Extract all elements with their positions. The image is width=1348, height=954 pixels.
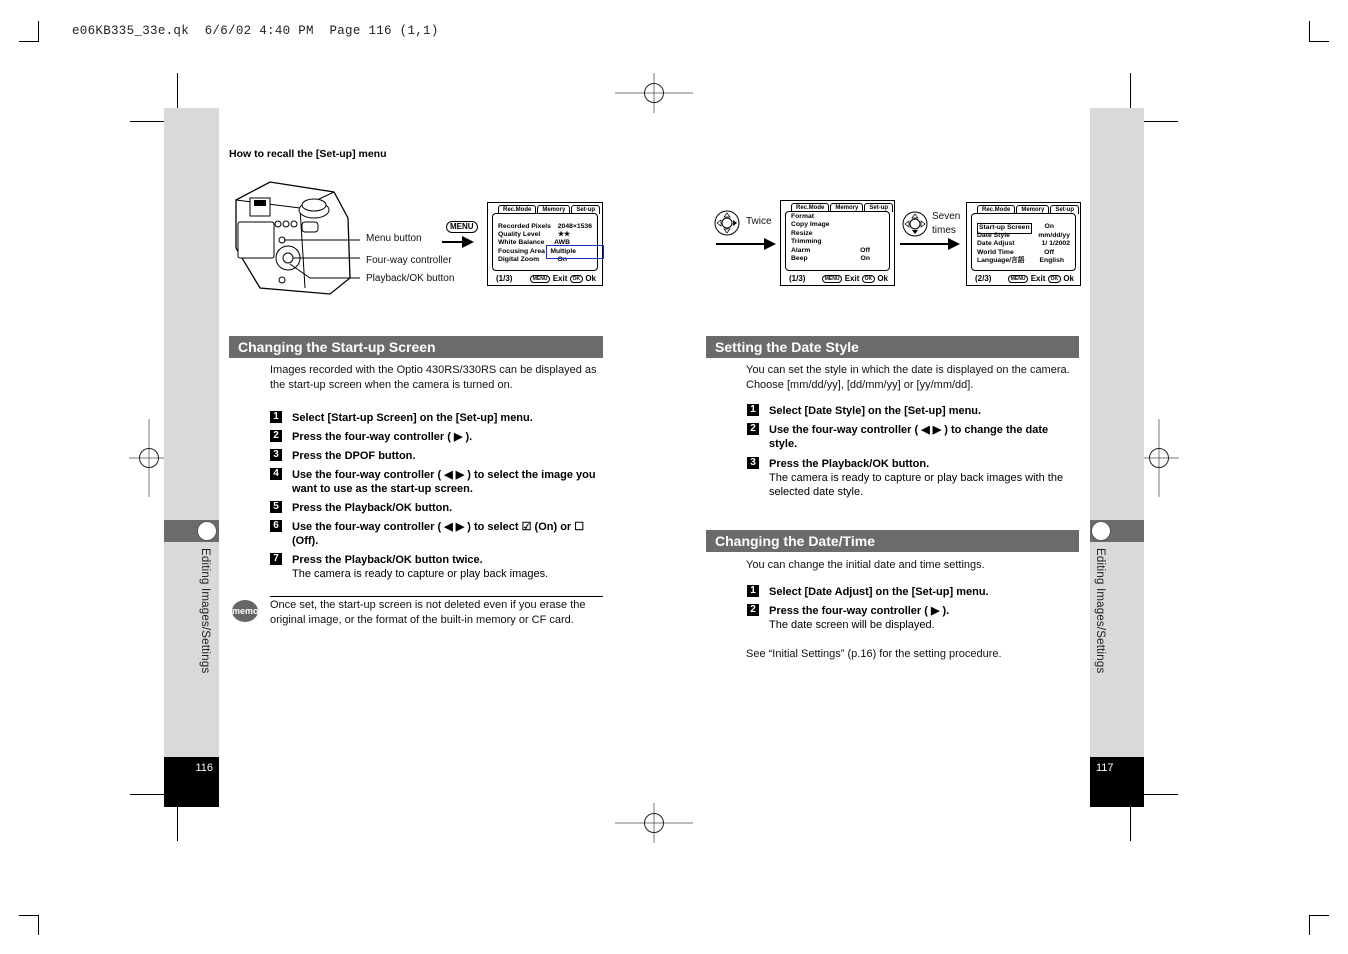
screen-row: Date Style mm/dd/yy xyxy=(977,232,1070,239)
screen-row: White Balance AWB xyxy=(498,239,570,246)
step: 7 Press the Playback/OK button twice. The camera is ready to capture or play back images. xyxy=(270,553,600,583)
callout-playback-ok-button: Playback/OK button xyxy=(366,273,455,284)
screen-tabs: Rec.Mode Memory Set-up xyxy=(977,205,1079,214)
press-seven-times-label: Seven times xyxy=(932,211,961,236)
four-way-controller-down-icon xyxy=(902,211,928,237)
section-header-date-time: Changing the Date/Time xyxy=(706,530,1079,552)
left-side-label: Editing Images/Settings xyxy=(199,548,211,674)
left-page-number-block xyxy=(164,757,219,807)
page-number: 117 xyxy=(1096,762,1114,774)
screen-row: World Time Off xyxy=(977,249,1054,256)
see-also-text: See “Initial Settings” (p.16) for the setting procedure. xyxy=(746,648,1002,660)
screen-footer: (2/3) MENU Exit OK Ok xyxy=(975,274,1074,283)
screen-tabs: Rec.Mode Memory Set-up xyxy=(498,205,600,214)
callout-menu-button: Menu button xyxy=(366,233,422,244)
section-intro: You can set the style in which the date is displayed on the camera. Choose [mm/dd/yy], [dd/mm/yy] or [yy/mm/dd]. xyxy=(746,364,1070,391)
screen-row: Format xyxy=(791,213,815,220)
lcd-screen-setup-page2 xyxy=(966,202,1081,286)
screen-row-selected: Start-up Screen On xyxy=(977,223,1070,234)
screen-row: Quality Level ★★ xyxy=(498,231,570,238)
step: 3 Press the Playback/OK button. The camera is ready to capture or play back images with the selected date style. xyxy=(747,457,1077,501)
screen-footer: (1/3) MENU Exit OK Ok xyxy=(496,274,596,283)
step: 2 Press the four-way controller ( ▶ ). The date screen will be displayed. xyxy=(747,604,1077,634)
memo-divider xyxy=(270,596,603,597)
lcd-screen-rec-mode xyxy=(487,202,603,286)
screen-row: Alarm Off xyxy=(791,247,870,254)
registration-mark-top xyxy=(615,73,693,113)
screen-row: Recorded Pixels 2048×1536 xyxy=(498,223,592,230)
section-header-startup-screen: Changing the Start-up Screen xyxy=(229,336,603,358)
right-page-number-block xyxy=(1090,757,1144,807)
step: 6 Use the four-way controller ( ◀ ▶ ) to select ☑ (On) or ☐ (Off). xyxy=(270,520,600,550)
chapter-tab-circle xyxy=(1091,521,1111,541)
callout-four-way-controller: Four-way controller xyxy=(366,255,452,266)
arrow-right-icon xyxy=(442,241,472,243)
page-number: 116 xyxy=(195,762,213,774)
focus-area-highlight xyxy=(546,245,604,259)
screen-row: Focusing Area Multiple xyxy=(498,248,576,255)
screen-row: Digital Zoom On xyxy=(498,256,567,263)
right-side-label: Editing Images/Settings xyxy=(1094,548,1106,674)
registration-mark-right xyxy=(1139,419,1179,497)
lcd-screen-setup-page1 xyxy=(780,200,895,286)
memo-icon: memo xyxy=(232,600,258,622)
step: 2 Use the four-way controller ( ◀ ▶ ) to change the date style. xyxy=(747,423,1077,453)
section-header-date-style: Setting the Date Style xyxy=(706,336,1079,358)
screen-tabs: Rec.Mode Memory Set-up xyxy=(791,203,893,212)
memo-text: Once set, the start-up screen is not deleted even if you erase the original image, or the format of the built-in memory or CF card. xyxy=(270,599,586,626)
screen-row: Language/言語 English xyxy=(977,257,1064,264)
registration-mark-left xyxy=(129,419,169,497)
recall-heading: How to recall the [Set-up] menu xyxy=(229,148,387,160)
menu-key-icon: MENU xyxy=(446,221,478,233)
registration-mark-bottom xyxy=(615,803,693,843)
section-intro: You can change the initial date and time settings. xyxy=(746,559,985,571)
screen-row: Date Adjust 1/ 1/2002 xyxy=(977,240,1070,247)
chapter-tab-circle xyxy=(197,521,217,541)
four-way-controller-right-icon xyxy=(714,210,740,236)
step: 4 Use the four-way controller ( ◀ ▶ ) to select the image you want to use as the start-up screen. xyxy=(270,468,600,498)
camera-illustration xyxy=(230,178,360,296)
screen-footer: (1/3) MENU Exit OK Ok xyxy=(789,274,888,283)
arrow-right-icon xyxy=(716,243,774,245)
section-intro: Images recorded with the Optio 430RS/330RS can be displayed as the start-up screen when the camera is turned on. xyxy=(270,364,597,391)
screen-row: Resize xyxy=(791,230,813,237)
screen-row: Trimming xyxy=(791,238,822,245)
screen-row: Copy Image xyxy=(791,221,830,228)
arrow-right-icon xyxy=(900,243,958,245)
press-twice-label: Twice xyxy=(746,216,772,227)
print-slug: e06KB335_33e.qk 6/6/02 4:40 PM Page 116 (1,1) xyxy=(72,24,439,38)
screen-row: Beep On xyxy=(791,255,870,262)
